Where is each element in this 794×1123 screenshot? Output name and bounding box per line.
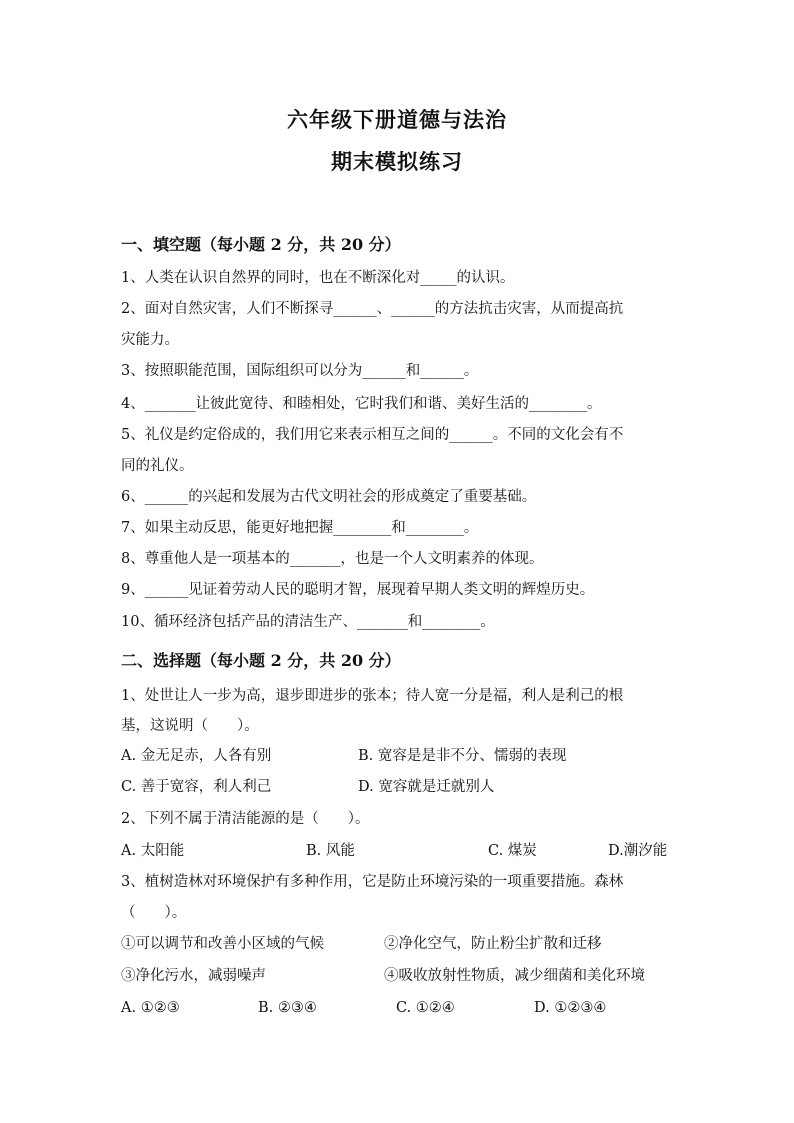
question-line: 同的礼仪。: [121, 458, 194, 474]
option-d: D. 宽容就是迁就别人: [358, 779, 495, 795]
option-a: A. ①②③: [121, 1000, 180, 1016]
question-stem: 基，这说明（ ）。: [121, 718, 259, 734]
page-title: 六年级下册道德与法治: [287, 107, 507, 132]
section-heading-choice: 二、选择题（每小题 2 分，共 20 分）: [121, 651, 401, 670]
question-line: 2、面对自然灾害，人们不断探寻______、______的方法抗击灾害，从而提高抗: [121, 301, 624, 317]
option-b: B. 风能: [306, 843, 355, 859]
page-subtitle: 期末模拟练习: [331, 149, 463, 174]
question-line: 1、人类在认识自然界的同时，也在不断深化对_____的认识。: [121, 270, 515, 286]
option-d: D. ①②③④: [534, 1000, 607, 1016]
question-line: 5、礼仪是约定俗成的，我们用它来表示相互之间的______。不同的文化会有不: [121, 427, 624, 443]
question-line: 8、尊重他人是一项基本的_______，也是一个人文明素养的体现。: [121, 551, 544, 567]
option-a: A. 金无足赤，人各有别: [121, 748, 272, 764]
question-stem: 2、下列不属于清洁能源的是（ ）。: [121, 811, 370, 827]
option-b: B. ②③④: [258, 1000, 317, 1016]
statement-item: ②净化空气，防止粉尘扩散和迁移: [384, 936, 602, 952]
question-line: 10、循环经济包括产品的清洁生产、_______和________。: [121, 614, 495, 630]
question-line: 6、______的兴起和发展为古代文明社会的形成奠定了重要基础。: [121, 489, 537, 505]
question-line: 灾能力。: [121, 332, 179, 348]
option-c: C. 善于宽容，利人利己: [121, 779, 272, 795]
statement-item: ③净化污水，减弱噪声: [121, 968, 266, 984]
question-stem: 3、植树造林对环境保护有多种作用，它是防止环境污染的一项重要措施。森林: [121, 874, 624, 890]
question-line: 4、_______让彼此宽待、和睦相处，它时我们和谐、美好生活的________。: [121, 396, 602, 412]
option-d: D.潮汐能: [608, 843, 668, 859]
option-a: A. 太阳能: [121, 843, 185, 859]
statement-item: ④吸收放射性物质，减少细菌和美化环境: [384, 968, 645, 984]
question-line: 9、______见证着劳动人民的聪明才智，展现着早期人类文明的辉煌历史。: [121, 582, 595, 598]
question-stem: （ ）。: [121, 905, 187, 921]
option-c: C. ①②④: [396, 1000, 455, 1016]
option-b: B. 宽容是是非不分、懦弱的表现: [358, 748, 567, 764]
question-stem: 1、处世让人一步为高，退步即进步的张本；待人宽一分是福，利人是利己的根: [121, 688, 624, 704]
statement-item: ①可以调节和改善小区域的气候: [121, 936, 324, 952]
option-c: C. 煤炭: [488, 843, 537, 859]
question-line: 3、按照职能范围，国际组织可以分为______和______。: [121, 363, 479, 379]
section-heading-fill-blank: 一、填空题（每小题 2 分，共 20 分）: [121, 235, 401, 254]
question-line: 7、如果主动反思，能更好地把握________和________。: [121, 520, 479, 536]
